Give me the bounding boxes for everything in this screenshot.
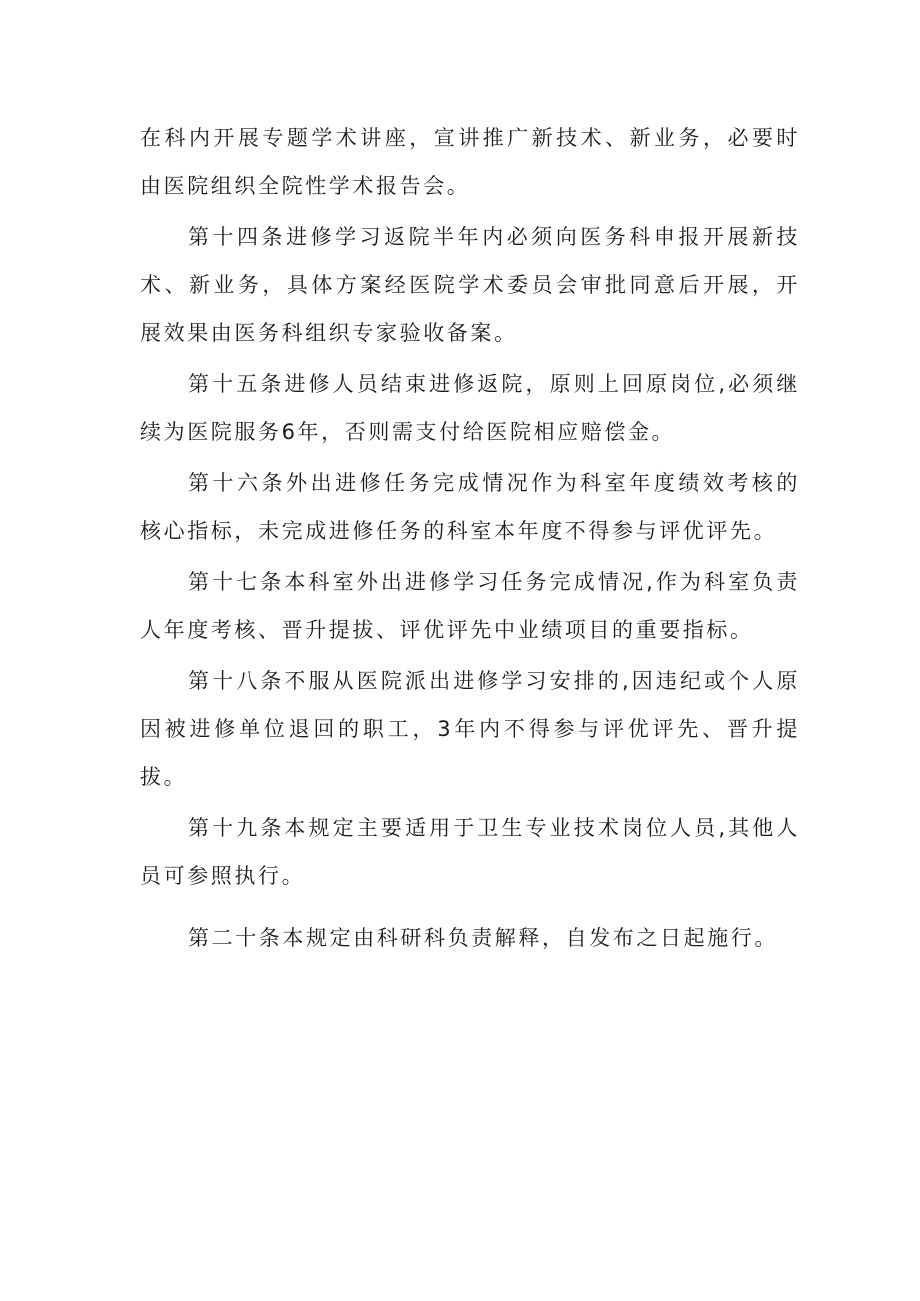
paragraph-continuation: 在科内开展专题学术讲座，宣讲推广新技术、新业务，必要时由医院组织全院性学术报告会。: [140, 126, 800, 198]
paragraph-article-14: 第十四条进修学习返院半年内必须向医务科申报开展新技术、新业务，具体方案经医院学术委员会审批同意后开展，开展效果由医务科组织专家验收备案。: [140, 225, 800, 345]
document-body: [140, 114, 800, 965]
paragraph-article-19: 第十九条本规定主要适用于卫生专业技术岗位人员,其他人员可参照执行。: [140, 816, 800, 888]
paragraph-article-17: 第十七条本科室外出进修学习任务完成情况,作为科室负责人年度考核、晋升提拔、评优评先中业绩项目的重要指标。: [140, 570, 800, 642]
paragraph-article-20: 第二十条本规定由科研科负责解释，自发布之日起施行。: [188, 926, 778, 950]
paragraph-article-15: 第十五条进修人员结束进修返院，原则上回原岗位,必须继续为医院服务6年，否则需支付给医院相应赔偿金。: [140, 372, 800, 444]
paragraph-article-18: 第十八条不服从医院派出进修学习安排的,因违纪或个人原因被进修单位退回的职工，3年内不得参与评优评先、晋升提拔。: [140, 669, 800, 789]
paragraph-article-16: 第十六条外出进修任务完成情况作为科室年度绩效考核的核心指标，未完成进修任务的科室本年度不得参与评优评先。: [140, 471, 800, 543]
